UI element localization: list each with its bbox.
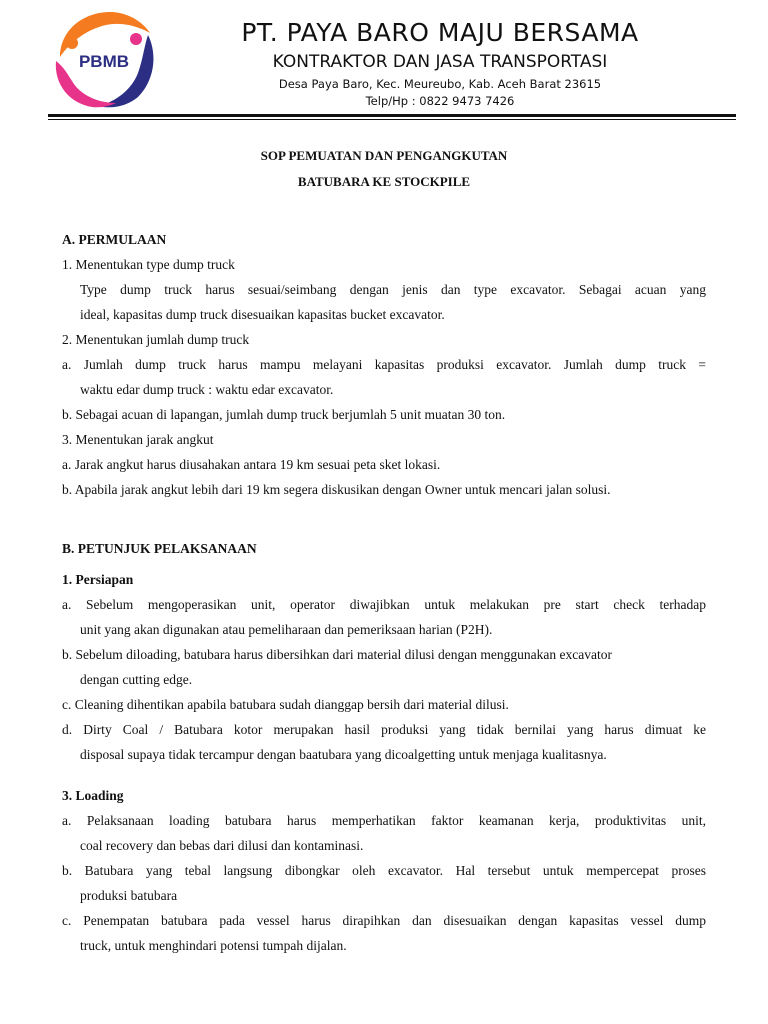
persiapan-point-a: a. Sebelum mengoperasikan unit, operator diwajibkan untuk melakukan pre start check terhadap: [62, 597, 706, 612]
company-logo: [50, 9, 158, 109]
title-line-1: SOP PEMUATAN DAN PENGANGKUTAN: [260, 148, 508, 163]
company-phone: Telp/Hp : 0822 9473 7426: [365, 94, 515, 108]
loading-point-b: b. Batubara yang tebal langsung dibongkar oleh excavator. Hal tersebut untuk mempercepat proses: [62, 863, 706, 878]
logo-navy-arc: [98, 35, 153, 107]
section-a-item-3: 3. Menentukan jarak angkut: [62, 432, 214, 447]
section-a-paragraph-cont: ideal, kapasitas dump truck disesuaikan kapasitas bucket excavator.: [80, 307, 445, 322]
section-a-item-2: 2. Menentukan jumlah dump truck: [62, 332, 250, 347]
logo-magenta-dot: [130, 33, 142, 45]
persiapan-point-c: c. Cleaning dihentikan apabila batubara sudah dianggap bersih dari material dilusi.: [62, 697, 509, 712]
persiapan-point-d: d. Dirty Coal / Batubara kotor merupakan hasil produksi yang tidak bernilai yang harus dimuat ke: [62, 722, 706, 737]
document-title: [0, 143, 768, 195]
company-header: [170, 16, 710, 110]
logo-orange-dot: [66, 37, 78, 49]
company-address: Desa Paya Baro, Kec. Meureubo, Kab. Aceh Barat 23615: [278, 77, 602, 91]
section-a-point-b2: b. Apabila jarak angkut lebih dari 19 km segera diskusikan dengan Owner untuk mencari jalan solusi.: [62, 482, 611, 497]
document-body: [62, 227, 706, 958]
section-b-sub-loading: 3. Loading: [62, 788, 124, 803]
persiapan-point-a-cont: unit yang akan digunakan atau pemeliharaan dan pemeriksaan harian (P2H).: [80, 622, 493, 637]
section-b-heading: B. PETUNJUK PELAKSANAAN: [62, 541, 257, 556]
persiapan-point-b: b. Sebelum diloading, batubara harus dibersihkan dari material dilusi dengan menggunakan excavator: [62, 647, 612, 662]
persiapan-point-b-cont: dengan cutting edge.: [80, 672, 193, 687]
persiapan-point-d-cont: disposal supaya tidak tercampur dengan baatubara yang dicoalgetting untuk menjaga kualitasnya.: [80, 747, 607, 762]
title-line-2: BATUBARA KE STOCKPILE: [297, 174, 471, 189]
header-divider-thin: [48, 119, 736, 120]
section-b-sub-persiapan: 1. Persiapan: [62, 572, 134, 587]
loading-point-b-cont: produksi batubara: [80, 888, 178, 903]
header-divider-thick: [48, 114, 736, 117]
section-a-point-a2: a. Jarak angkut harus diusahakan antara 19 km sesuai peta sket lokasi.: [62, 457, 441, 472]
loading-point-c-cont: truck, untuk menghindari potensi tumpah dijalan.: [80, 938, 347, 953]
section-a-point-b: b. Sebagai acuan di lapangan, jumlah dump truck berjumlah 5 unit muatan 30 ton.: [62, 407, 506, 422]
loading-point-a: a. Pelaksanaan loading batubara harus memperhatikan faktor keamanan kerja, produktivitas unit,: [62, 813, 706, 828]
loading-point-a-cont: coal recovery dan bebas dari dilusi dan kontaminasi.: [80, 838, 364, 853]
loading-point-c: c. Penempatan batubara pada vessel harus dirapihkan dan disesuaikan dengan kapasitas vessel dump: [62, 913, 706, 928]
section-a-item-1: 1. Menentukan type dump truck: [62, 257, 235, 272]
section-a-point-a-cont: waktu edar dump truck : waktu edar excavator.: [80, 382, 334, 397]
company-name: PT. PAYA BARO MAJU BERSAMA: [241, 18, 639, 47]
section-a-paragraph: Type dump truck harus sesuai/seimbang dengan jenis dan type excavator. Sebagai acuan yang: [80, 282, 706, 297]
company-subtitle: KONTRAKTOR DAN JASA TRANSPORTASI: [272, 52, 608, 72]
logo-text: PBMB: [78, 52, 130, 71]
section-a-point-a: a. Jumlah dump truck harus mampu melayani kapasitas produksi excavator. Jumlah dump truck =: [62, 357, 706, 372]
section-a-heading: A. PERMULAAN: [62, 232, 167, 247]
